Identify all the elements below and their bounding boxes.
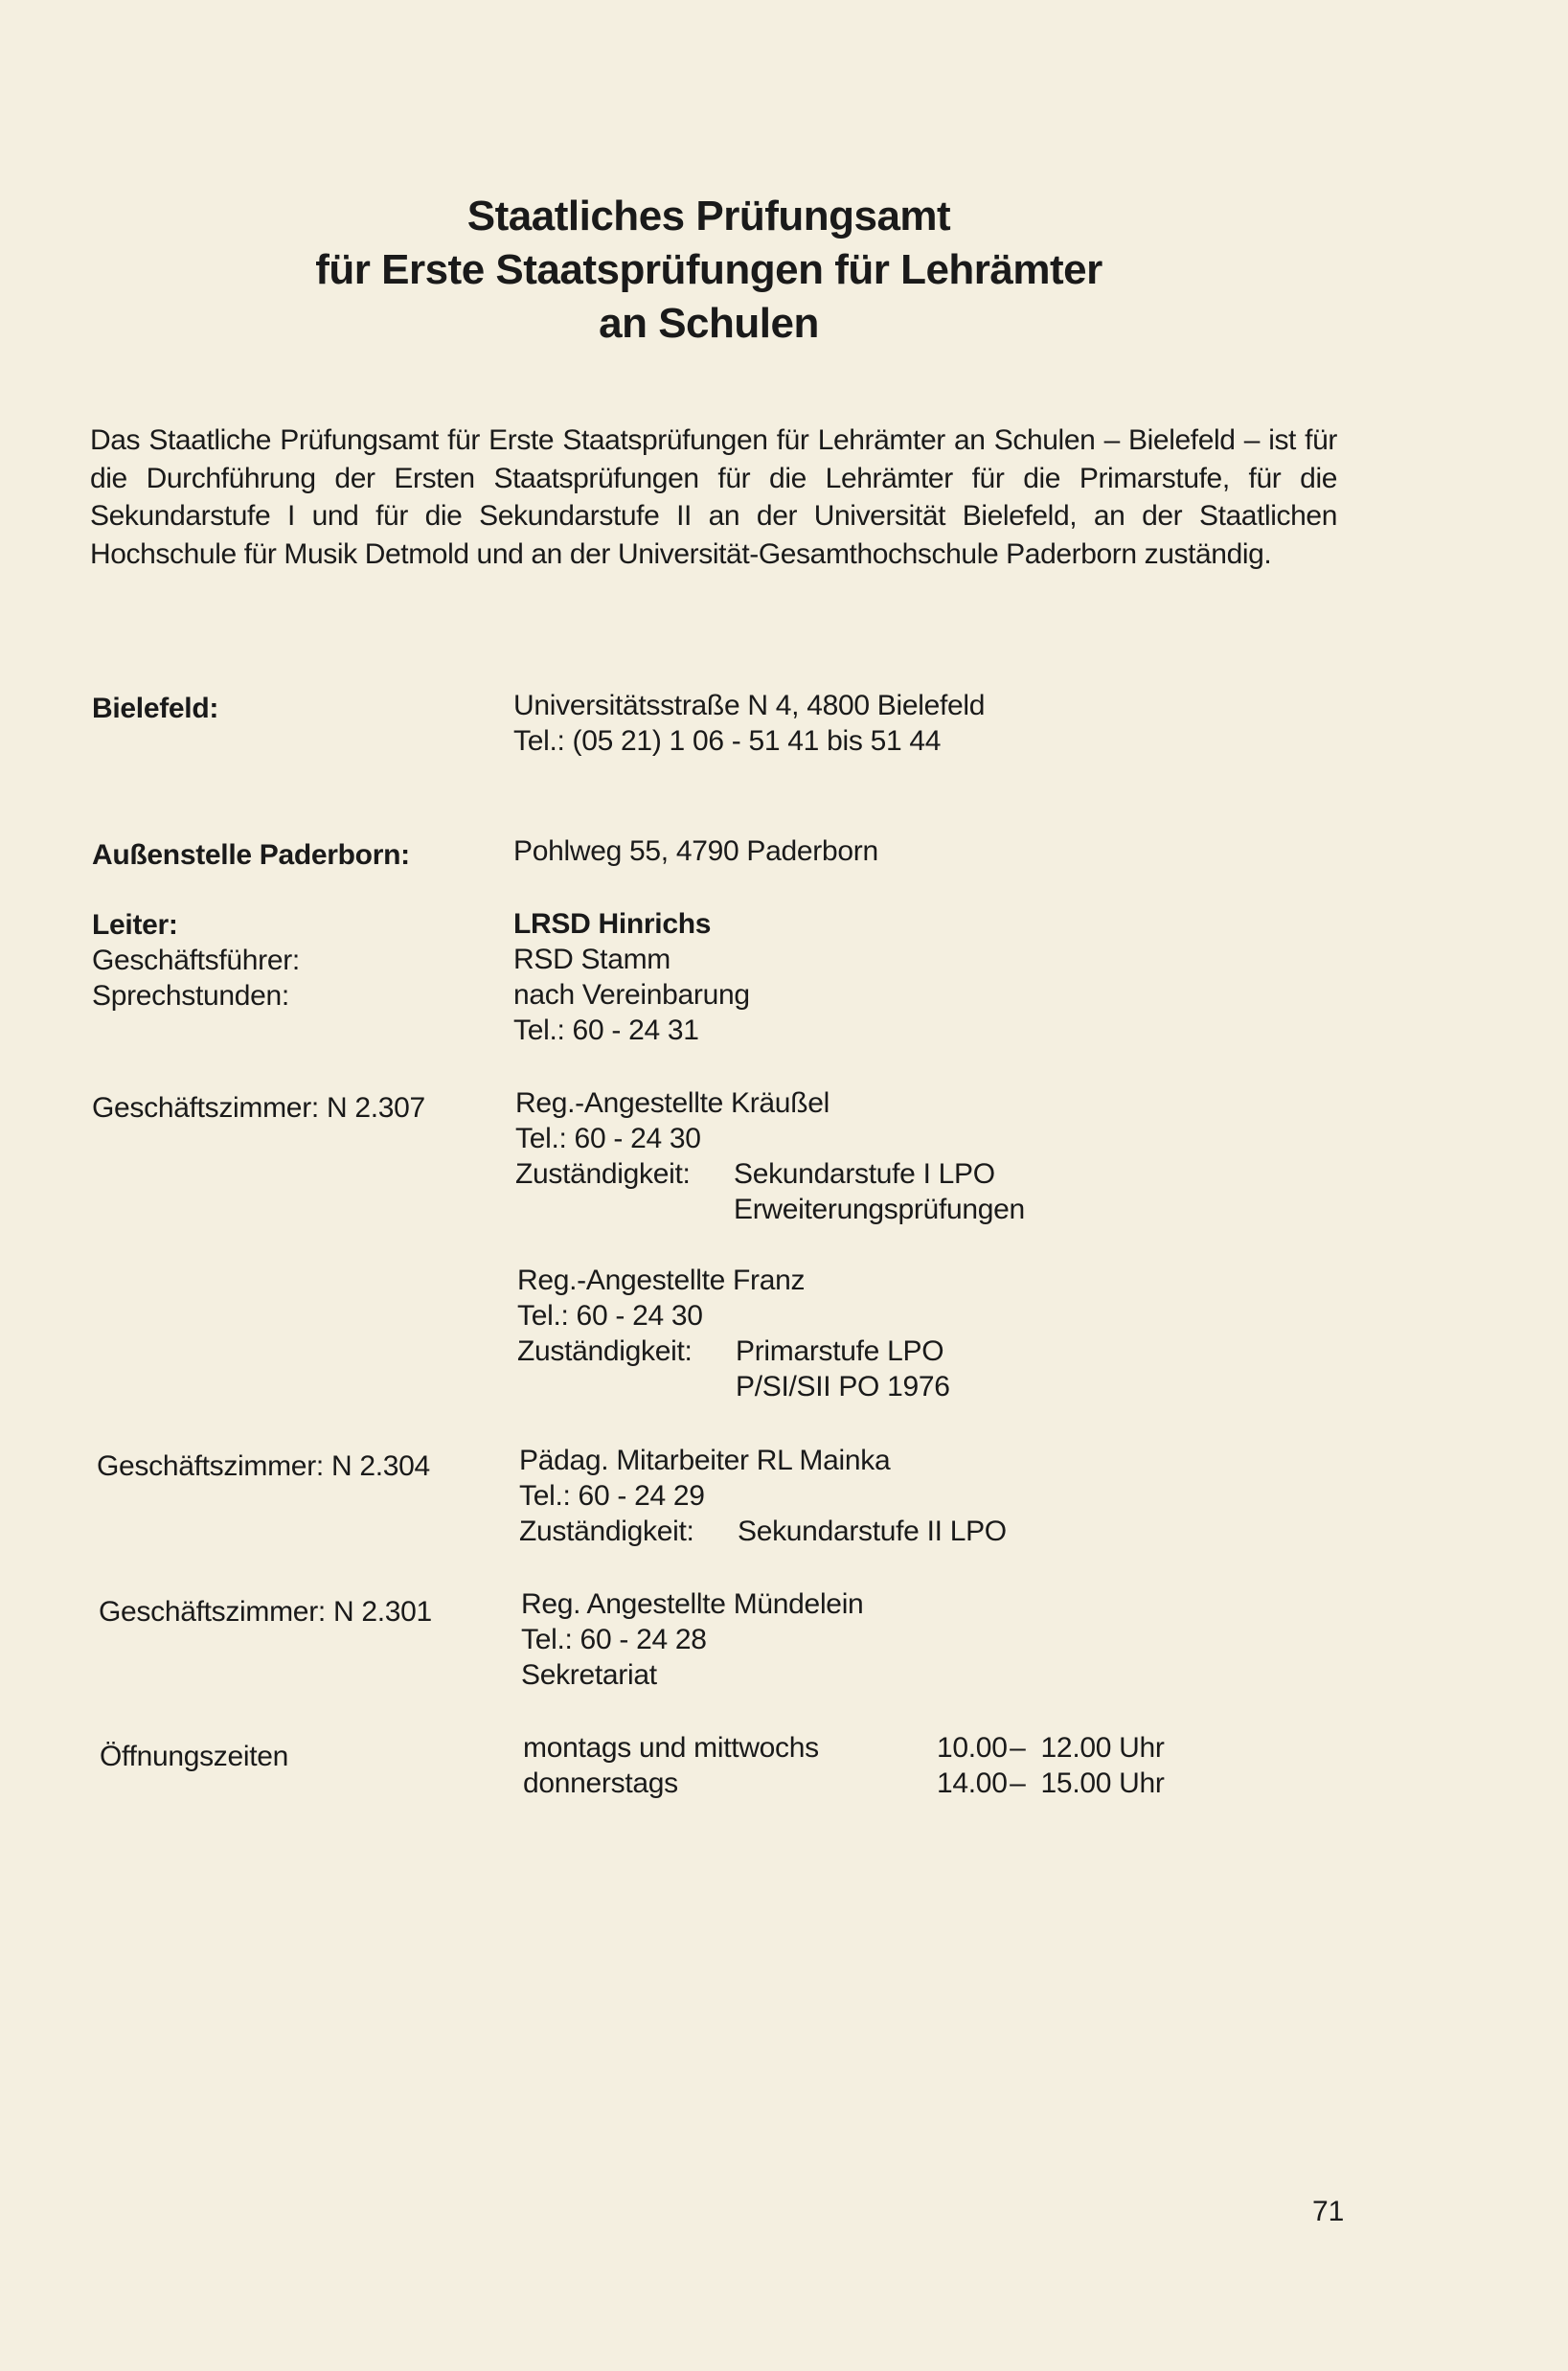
paderborn-label: Außenstelle Paderborn: bbox=[92, 839, 410, 871]
hours-label: Öffnungszeiten bbox=[100, 1741, 289, 1772]
intro-paragraph: Das Staatliche Prüfungsamt für Erste Staatsprüfungen für Lehrämter an Schulen – Bielefeld – ist für die Durchführung der Ersten Staatsprüfungen für die Lehrämter für die Primarstufe, für die Sekundarstufe I und für die Sekundarstufe II an der Universität Bielefeld, an der Staatlichen Hochschule für Musik Detmold und an der Universität-Gesamthochschule Paderborn zuständig. bbox=[90, 424, 1337, 570]
page-title bbox=[172, 190, 1245, 351]
hours-days: montags und mittwochs bbox=[523, 1732, 819, 1764]
title-line-2: für Erste Staatsprüfungen für Lehrämter bbox=[315, 246, 1102, 293]
leiter-name: LRSD Hinrichs bbox=[513, 908, 712, 940]
responsibility-label: Zuständigkeit: bbox=[517, 1335, 693, 1367]
sprech-label: Sprechstunden: bbox=[92, 980, 289, 1012]
responsibility-value-2: Erweiterungsprüfungen bbox=[734, 1194, 1025, 1225]
responsibility-extra bbox=[517, 1369, 950, 1404]
responsibility-label: Zuständigkeit: bbox=[519, 1516, 694, 1547]
person-tel: Tel.: 60 - 24 29 bbox=[519, 1480, 705, 1512]
person-name: Pädag. Mitarbeiter RL Mainka bbox=[519, 1445, 891, 1476]
person-name: Reg.-Angestellte Franz bbox=[517, 1265, 806, 1296]
room-307-person-1 bbox=[515, 1085, 1025, 1227]
gf-label: Geschäftsführer: bbox=[92, 945, 300, 976]
staff-values bbox=[513, 906, 750, 1048]
responsibility bbox=[515, 1156, 1025, 1192]
bielefeld-address bbox=[513, 688, 985, 759]
staff-labels bbox=[92, 907, 300, 1014]
hours-row bbox=[523, 1730, 1243, 1766]
title-line-1: Staatliches Prüfungsamt bbox=[466, 193, 951, 239]
hours-dash: – bbox=[1010, 1767, 1026, 1799]
bielefeld-phone: Tel.: (05 21) 1 06 - 51 41 bis 51 44 bbox=[513, 725, 942, 757]
hours-row bbox=[523, 1766, 1243, 1801]
hours-days: donnerstags bbox=[523, 1767, 678, 1799]
responsibility-value: Primarstufe LPO bbox=[736, 1335, 944, 1367]
room-307-label: Geschäftszimmer: N 2.307 bbox=[92, 1092, 425, 1124]
room-304-label: Geschäftszimmer: N 2.304 bbox=[97, 1450, 430, 1482]
person-tel: Tel.: 60 - 24 30 bbox=[515, 1123, 701, 1154]
responsibility-value-2: P/SI/SII PO 1976 bbox=[736, 1371, 950, 1402]
bielefeld-label: Bielefeld: bbox=[92, 693, 219, 724]
responsibility-extra bbox=[515, 1192, 1025, 1227]
leiter-label: Leiter: bbox=[92, 909, 178, 941]
responsibility-label: Zuständigkeit: bbox=[515, 1158, 691, 1190]
sprech-value: nach Vereinbarung bbox=[513, 979, 750, 1011]
room-304-person bbox=[519, 1443, 1007, 1549]
page-number: 71 bbox=[1312, 2196, 1345, 2227]
hours-from: 14.00 bbox=[937, 1767, 1008, 1799]
room-307-person-2 bbox=[517, 1263, 950, 1404]
person-name: Reg.-Angestellte Kräußel bbox=[515, 1087, 829, 1119]
room-301-label: Geschäftszimmer: N 2.301 bbox=[99, 1596, 432, 1628]
bielefeld-address-line: Universitätsstraße N 4, 4800 Bielefeld bbox=[513, 690, 986, 721]
responsibility bbox=[517, 1334, 950, 1369]
paderborn-address: Pohlweg 55, 4790 Paderborn bbox=[513, 835, 878, 867]
hours-dash: – bbox=[1010, 1732, 1026, 1764]
sprech-tel: Tel.: 60 - 24 31 bbox=[513, 1015, 699, 1046]
person-tel: Tel.: 60 - 24 30 bbox=[517, 1300, 703, 1332]
person-role: Sekretariat bbox=[521, 1659, 657, 1691]
responsibility-value: Sekundarstufe I LPO bbox=[734, 1158, 995, 1190]
hours-to-value: 15.00 Uhr bbox=[1040, 1767, 1165, 1799]
hours-to-value: 12.00 Uhr bbox=[1040, 1732, 1165, 1764]
title-line-3: an Schulen bbox=[599, 300, 819, 347]
hours-to bbox=[994, 1730, 1243, 1766]
hours-to bbox=[994, 1766, 1243, 1801]
responsibility-value: Sekundarstufe II LPO bbox=[738, 1516, 1007, 1547]
hours-from: 10.00 bbox=[937, 1732, 1008, 1764]
opening-hours bbox=[523, 1730, 1243, 1801]
responsibility bbox=[519, 1514, 1007, 1549]
room-301-person bbox=[521, 1586, 863, 1693]
person-tel: Tel.: 60 - 24 28 bbox=[521, 1624, 707, 1655]
gf-name: RSD Stamm bbox=[513, 944, 670, 975]
person-name: Reg. Angestellte Mündelein bbox=[521, 1588, 864, 1620]
